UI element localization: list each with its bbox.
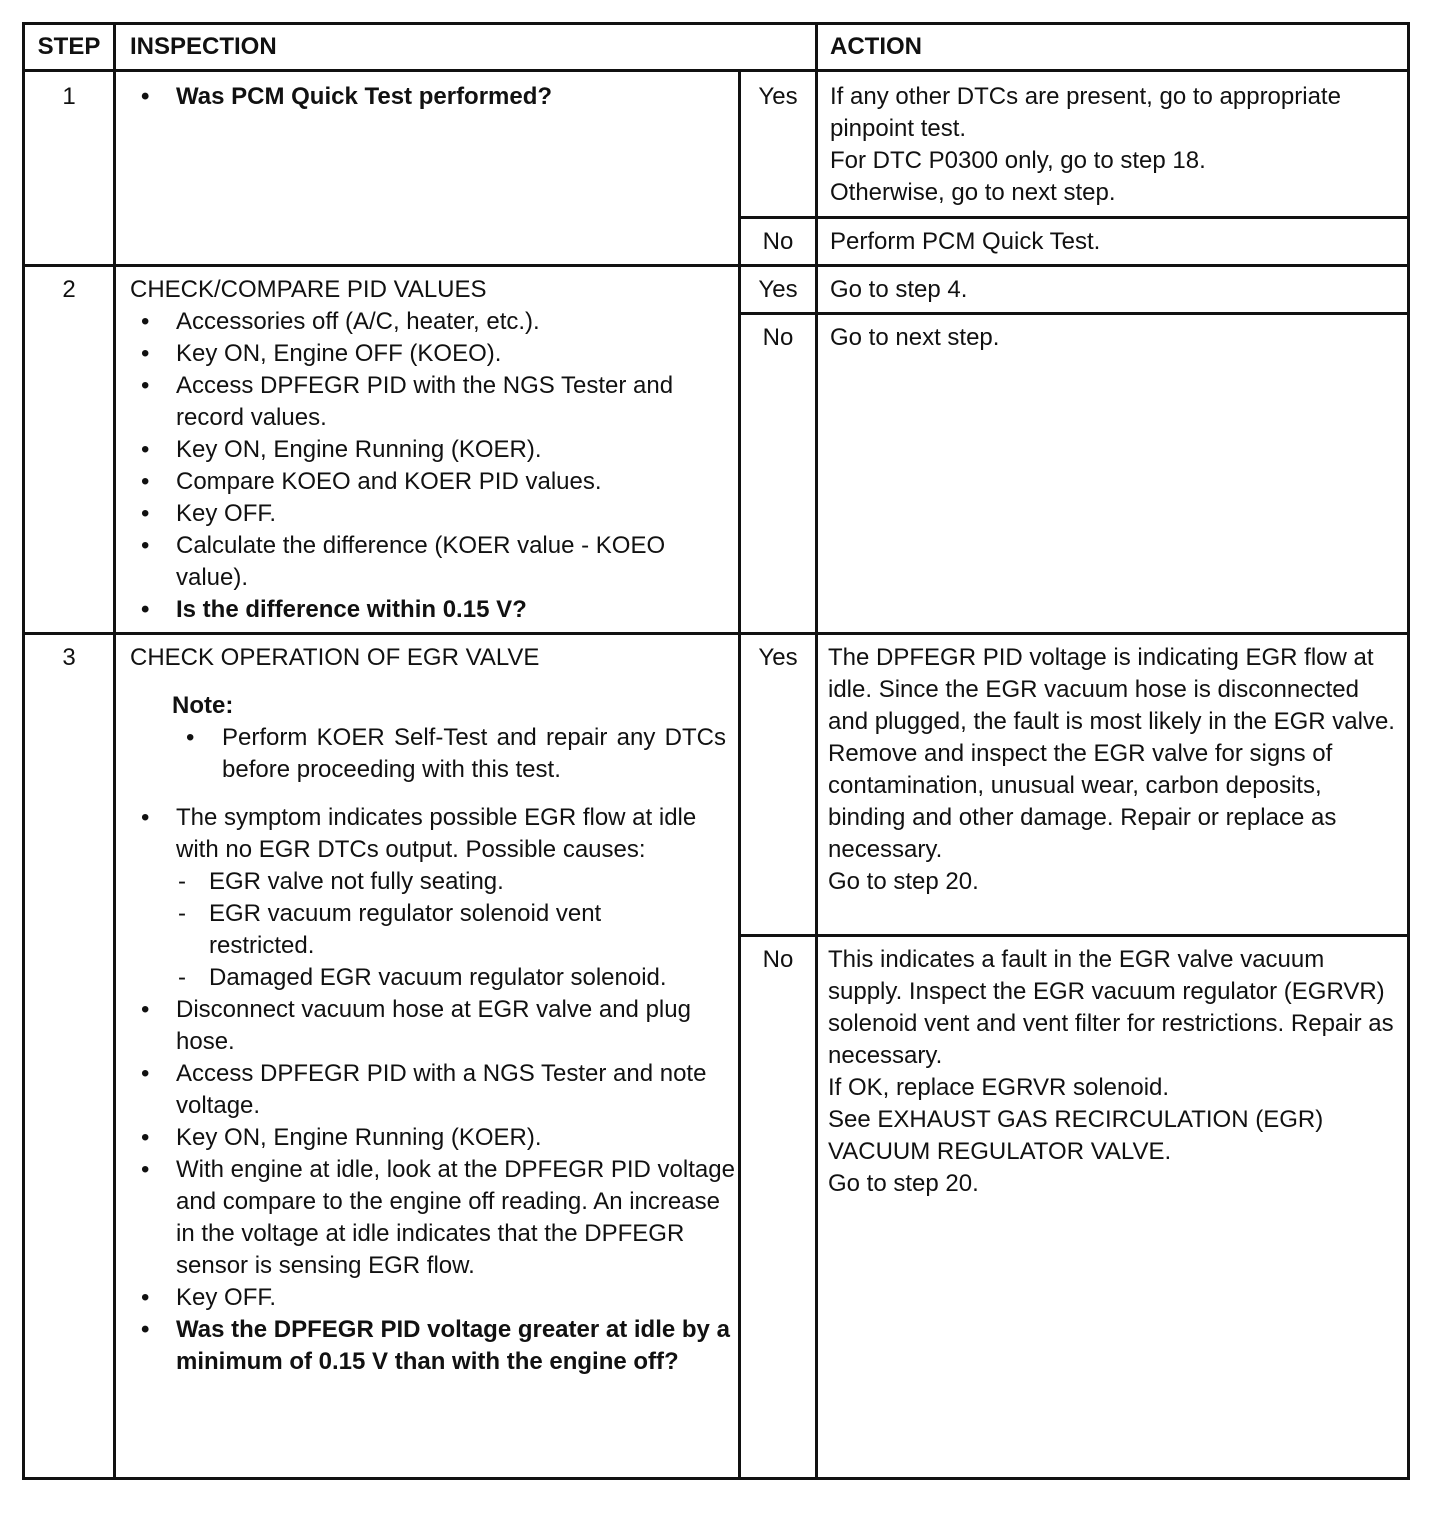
table-border-bottom bbox=[22, 1477, 1410, 1480]
action-line: For DTC P0300 only, go to step 18. bbox=[830, 147, 1206, 174]
list-item: • Key OFF. bbox=[128, 498, 728, 530]
step1-inspection bbox=[128, 81, 728, 113]
list-item: • Access DPFEGR PID with the NGS Tester and record values. bbox=[128, 370, 728, 434]
no-label: No bbox=[762, 228, 794, 255]
step2-question: • Is the difference within 0.15 V? bbox=[128, 594, 728, 626]
cause-item: - Damaged EGR vacuum regulator solenoid. bbox=[128, 962, 726, 994]
action-line: Remove and inspect the EGR valve for signs of contamination, unusual wear, carbon deposits, binding and other damage. Repair or replace as necessary. bbox=[828, 740, 1337, 863]
step1-no-action: Perform PCM Quick Test. bbox=[830, 228, 1101, 255]
header-inspection: INSPECTION bbox=[130, 33, 277, 60]
cause-item: - EGR valve not fully seating. bbox=[128, 866, 726, 898]
step3-yes-divider bbox=[738, 934, 1410, 937]
step1-divider bbox=[22, 264, 1410, 267]
step-number: 1 bbox=[62, 83, 76, 110]
action-line: Otherwise, go to next step. bbox=[830, 179, 1116, 206]
step2-yes-divider bbox=[738, 312, 1410, 315]
action-line: Go to step 20. bbox=[828, 1170, 979, 1197]
list-item: • Key ON, Engine OFF (KOEO). bbox=[128, 338, 728, 370]
header-action: ACTION bbox=[830, 33, 922, 60]
step-number: 2 bbox=[62, 276, 76, 303]
yes-label: Yes bbox=[758, 83, 798, 110]
header-step: STEP bbox=[37, 33, 101, 60]
action-line: If OK, replace EGRVR solenoid. bbox=[828, 1074, 1170, 1101]
table-border-top bbox=[22, 22, 1410, 25]
note-label: Note: bbox=[172, 692, 234, 719]
step3-question: • Was the DPFEGR PID voltage greater at idle by a minimum of 0.15 V than with the engine off? bbox=[128, 1314, 736, 1378]
step3-title: CHECK OPERATION OF EGR VALVE bbox=[130, 644, 540, 671]
note-text: • Perform KOER Self-Test and repair any DTCs before proceeding with this test. bbox=[130, 722, 726, 786]
yes-label: Yes bbox=[758, 276, 798, 303]
step2-inspection bbox=[130, 274, 728, 626]
list-item: • Key ON, Engine Running (KOER). bbox=[128, 1122, 726, 1154]
step3-yes-action bbox=[828, 642, 1400, 898]
yes-label: Yes bbox=[758, 644, 798, 671]
list-item: • Key OFF. bbox=[128, 1282, 726, 1314]
diagnostic-table bbox=[22, 22, 1410, 1482]
step1-yes-divider bbox=[738, 216, 1410, 219]
list-item: • With engine at idle, look at the DPFEGR PID voltage and compare to the engine off reading. An increase in the voltage at idle indicates that the DPFEGR sensor is sensing EGR flow. bbox=[128, 1154, 742, 1282]
header-divider bbox=[22, 69, 1410, 72]
step2-divider bbox=[22, 632, 1410, 635]
list-item: • Compare KOEO and KOER PID values. bbox=[128, 466, 728, 498]
action-line: Go to step 20. bbox=[828, 868, 979, 895]
step-number: 3 bbox=[62, 644, 76, 671]
list-item: • Access DPFEGR PID with a NGS Tester and note voltage. bbox=[128, 1058, 726, 1122]
list-item: • Accessories off (A/C, heater, etc.). bbox=[128, 306, 728, 338]
list-item: • Disconnect vacuum hose at EGR valve and plug hose. bbox=[128, 994, 726, 1058]
step2-yes-action: Go to step 4. bbox=[830, 276, 968, 303]
no-label: No bbox=[762, 324, 794, 351]
step-column-divider bbox=[113, 22, 116, 1480]
action-line: See EXHAUST GAS RECIRCULATION (EGR) VACUUM REGULATOR VALVE. bbox=[828, 1106, 1324, 1165]
action-line: If any other DTCs are present, go to appropriate pinpoint test. bbox=[830, 83, 1341, 142]
action-line: The DPFEGR PID voltage is indicating EGR flow at idle. Since the EGR vacuum hose is disconnected and plugged, the fault is most likely in the EGR valve. bbox=[828, 644, 1395, 735]
step1-question: • Was PCM Quick Test performed? bbox=[128, 81, 728, 113]
step3-no-action bbox=[828, 944, 1400, 1200]
cause-item: - EGR vacuum regulator solenoid vent restricted. bbox=[128, 898, 689, 962]
list-item: • Calculate the difference (KOER value - KOEO value). bbox=[128, 530, 728, 594]
step3-inspection bbox=[130, 642, 735, 1378]
list-item: • Key ON, Engine Running (KOER). bbox=[128, 434, 728, 466]
step1-yes-action bbox=[830, 81, 1402, 209]
list-item: • The symptom indicates possible EGR flow at idle with no EGR DTCs output. Possible causes: bbox=[128, 802, 736, 866]
table-border-left bbox=[22, 22, 25, 1480]
table-border-right bbox=[1407, 22, 1410, 1480]
step2-no-action: Go to next step. bbox=[830, 324, 1000, 351]
step2-title: CHECK/COMPARE PID VALUES bbox=[130, 276, 487, 303]
no-label: No bbox=[762, 946, 794, 973]
action-line: This indicates a fault in the EGR valve vacuum supply. Inspect the EGR vacuum regulator (EGRVR) solenoid vent and vent filter for restrictions. Repair as necessary. bbox=[828, 946, 1394, 1069]
